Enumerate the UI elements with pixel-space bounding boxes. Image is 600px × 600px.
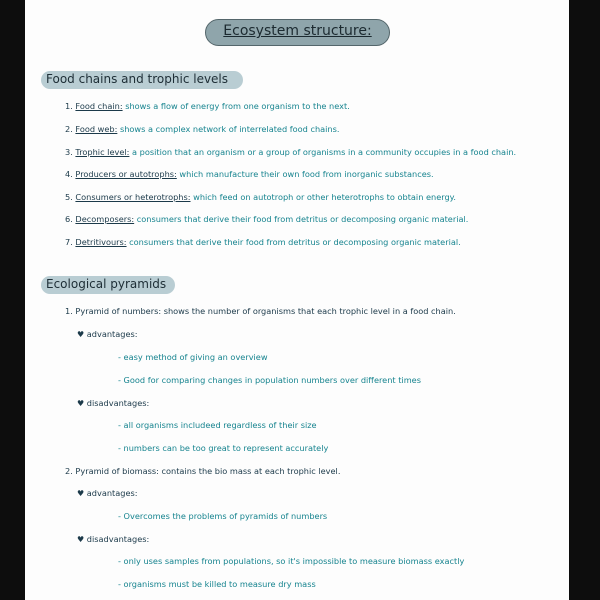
list-item: 2. Food web: shows a complex network of interrelated food chains. <box>65 124 340 134</box>
heart-bullet-icon: ♥ <box>77 399 85 408</box>
list-item: - only uses samples from populations, so it's impossible to measure biomass exactly <box>118 556 465 566</box>
list-item: - easy method of giving an overview <box>118 352 268 362</box>
list-item: 5. Consumers or heterotrophs: which feed on autotroph or other heterotrophs to obtain energy. <box>65 192 456 202</box>
list-item: 3. Trophic level: a position that an organism or a group of organisms in a community occupies in a food chain. <box>65 147 517 157</box>
advantages-label: ♥ advantages: <box>77 329 138 339</box>
list-item: - Good for comparing changes in population numbers over different times <box>118 375 421 385</box>
page-title: Ecosystem structure: <box>223 23 372 39</box>
disadvantages-label: ♥ disadvantages: <box>77 534 150 544</box>
section-heading-pyramids: Ecological pyramids <box>46 277 167 291</box>
list-item: 6. Decomposers: consumers that derive their food from detritus or decomposing organic material. <box>65 214 469 224</box>
pyramid-biomass-title: 2. Pyramid of biomass: contains the bio mass at each trophic level. <box>65 466 341 476</box>
heart-bullet-icon: ♥ <box>77 535 85 544</box>
list-item: - Overcomes the problems of pyramids of numbers <box>118 511 328 521</box>
list-item: 7. Detritivours: consumers that derive their food from detritus or decomposing organic material. <box>65 237 461 247</box>
advantages-label: ♥ advantages: <box>77 488 138 498</box>
pyramid-numbers-title: 1. Pyramid of numbers: shows the number of organisms that each trophic level in a food chain. <box>65 306 456 316</box>
list-item: - organisms must be killed to measure dry mass <box>118 579 316 589</box>
title-banner <box>205 19 390 46</box>
heart-bullet-icon: ♥ <box>77 330 85 339</box>
list-item: - all organisms includeed regardless of their size <box>118 420 317 430</box>
list-item: - numbers can be too great to represent accurately <box>118 443 329 453</box>
heart-bullet-icon: ♥ <box>77 489 85 498</box>
section-heading-food-chains: Food chains and trophic levels <box>46 72 229 86</box>
list-item: 4. Producers or autotrophs: which manufacture their own food from inorganic substances. <box>65 169 434 179</box>
disadvantages-label: ♥ disadvantages: <box>77 398 150 408</box>
list-item: 1. Food chain: shows a flow of energy from one organism to the next. <box>65 101 350 111</box>
notes-page <box>25 0 569 600</box>
